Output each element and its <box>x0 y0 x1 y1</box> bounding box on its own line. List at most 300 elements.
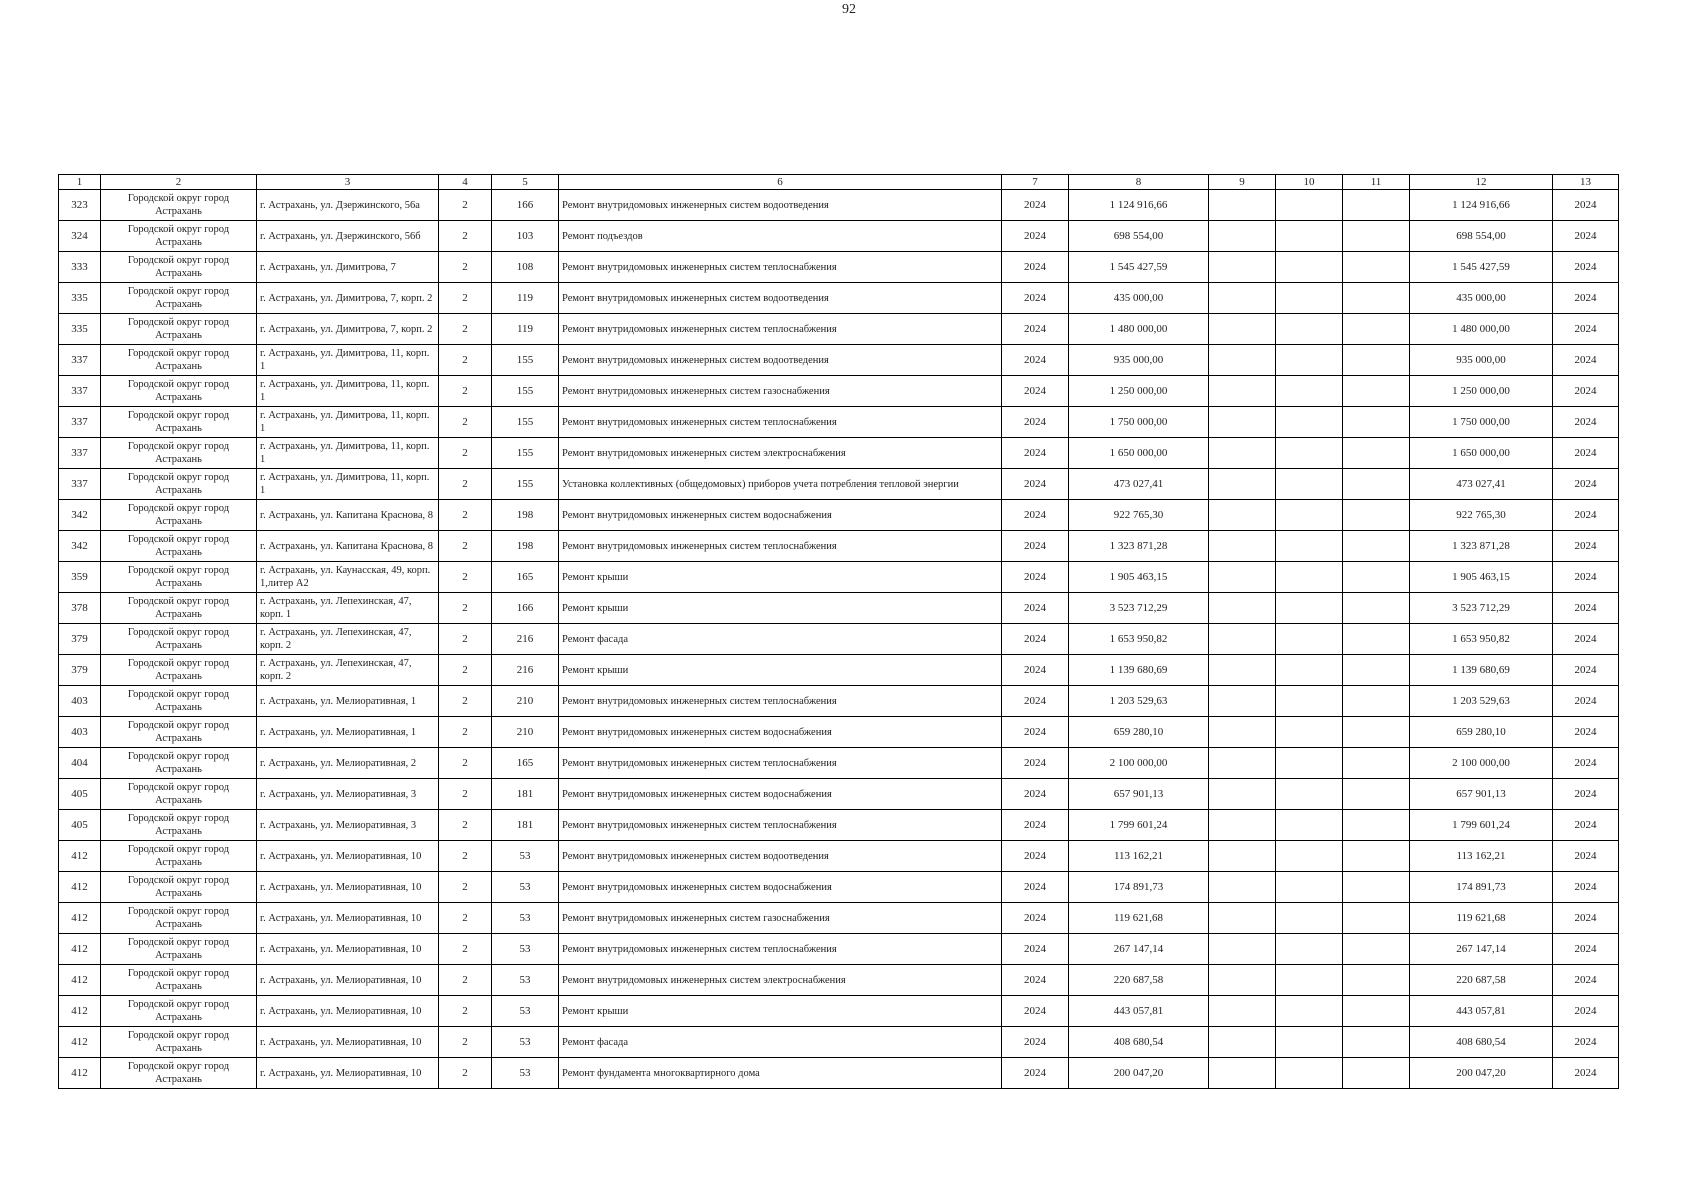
table-row <box>59 221 1619 252</box>
work-type-cell: Ремонт внутридомовых инженерных систем теплоснабжения <box>559 407 1002 438</box>
column-9-cell <box>1209 252 1276 283</box>
year-cell: 2024 <box>1002 810 1069 841</box>
completion-year-cell: 2024 <box>1553 624 1619 655</box>
address-cell: г. Астрахань, ул. Димитрова, 11, корп. 1 <box>257 345 439 376</box>
column-4-cell: 2 <box>439 655 492 686</box>
municipality-cell: Городской округ город Астрахань <box>101 407 257 438</box>
completion-year-cell: 2024 <box>1553 190 1619 221</box>
table-row <box>59 996 1619 1027</box>
cost-cell: 1 799 601,24 <box>1069 810 1209 841</box>
column-5-cell: 155 <box>492 407 559 438</box>
column-11-cell <box>1343 438 1410 469</box>
column-4-cell: 2 <box>439 438 492 469</box>
column-9-cell <box>1209 407 1276 438</box>
column-10-cell <box>1276 531 1343 562</box>
municipality-cell: Городской округ город Астрахань <box>101 655 257 686</box>
municipality-cell: Городской округ город Астрахань <box>101 934 257 965</box>
year-cell: 2024 <box>1002 283 1069 314</box>
object-number-cell: 403 <box>59 717 101 748</box>
column-5-cell: 155 <box>492 469 559 500</box>
municipality-cell: Городской округ город Астрахань <box>101 1058 257 1089</box>
work-type-cell: Ремонт крыши <box>559 562 1002 593</box>
year-cell: 2024 <box>1002 655 1069 686</box>
address-cell: г. Астрахань, ул. Мелиоративная, 10 <box>257 872 439 903</box>
table-row <box>59 934 1619 965</box>
year-cell: 2024 <box>1002 314 1069 345</box>
object-number-cell: 335 <box>59 283 101 314</box>
object-number-cell: 412 <box>59 996 101 1027</box>
column-10-cell <box>1276 407 1343 438</box>
cost-cell: 1 750 000,00 <box>1069 407 1209 438</box>
table-row <box>59 469 1619 500</box>
funding-cell: 1 124 916,66 <box>1410 190 1553 221</box>
column-11-cell <box>1343 562 1410 593</box>
work-type-cell: Ремонт внутридомовых инженерных систем теплоснабжения <box>559 934 1002 965</box>
column-9-cell <box>1209 934 1276 965</box>
address-cell: г. Астрахань, ул. Мелиоративная, 10 <box>257 841 439 872</box>
object-number-cell: 335 <box>59 314 101 345</box>
completion-year-cell: 2024 <box>1553 841 1619 872</box>
municipality-cell: Городской округ город Астрахань <box>101 779 257 810</box>
column-10-cell <box>1276 748 1343 779</box>
column-10-cell <box>1276 717 1343 748</box>
column-5-cell: 165 <box>492 562 559 593</box>
column-10-cell <box>1276 996 1343 1027</box>
address-cell: г. Астрахань, ул. Димитрова, 7, корп. 2 <box>257 283 439 314</box>
year-cell: 2024 <box>1002 624 1069 655</box>
completion-year-cell: 2024 <box>1553 593 1619 624</box>
address-cell: г. Астрахань, ул. Димитрова, 11, корп. 1 <box>257 438 439 469</box>
column-9-cell <box>1209 314 1276 345</box>
column-11-cell <box>1343 314 1410 345</box>
column-4-cell: 2 <box>439 500 492 531</box>
completion-year-cell: 2024 <box>1553 562 1619 593</box>
column-10-cell <box>1276 1058 1343 1089</box>
work-type-cell: Ремонт внутридомовых инженерных систем теплоснабжения <box>559 748 1002 779</box>
column-10-cell <box>1276 686 1343 717</box>
completion-year-cell: 2024 <box>1553 1058 1619 1089</box>
work-type-cell: Ремонт внутридомовых инженерных систем газоснабжения <box>559 376 1002 407</box>
column-4-cell: 2 <box>439 686 492 717</box>
column-9-cell <box>1209 345 1276 376</box>
funding-cell: 922 765,30 <box>1410 500 1553 531</box>
column-9-cell <box>1209 996 1276 1027</box>
column-header-2: 2 <box>101 175 257 190</box>
column-9-cell <box>1209 655 1276 686</box>
column-5-cell: 103 <box>492 221 559 252</box>
column-11-cell <box>1343 221 1410 252</box>
column-10-cell <box>1276 252 1343 283</box>
column-11-cell <box>1343 469 1410 500</box>
address-cell: г. Астрахань, ул. Мелиоративная, 1 <box>257 686 439 717</box>
work-type-cell: Ремонт внутридомовых инженерных систем газоснабжения <box>559 903 1002 934</box>
table-row <box>59 810 1619 841</box>
object-number-cell: 379 <box>59 624 101 655</box>
column-10-cell <box>1276 469 1343 500</box>
year-cell: 2024 <box>1002 562 1069 593</box>
funding-cell: 435 000,00 <box>1410 283 1553 314</box>
municipality-cell: Городской округ город Астрахань <box>101 717 257 748</box>
year-cell: 2024 <box>1002 500 1069 531</box>
cost-cell: 435 000,00 <box>1069 283 1209 314</box>
object-number-cell: 337 <box>59 469 101 500</box>
table-row <box>59 903 1619 934</box>
column-11-cell <box>1343 934 1410 965</box>
cost-cell: 443 057,81 <box>1069 996 1209 1027</box>
column-9-cell <box>1209 748 1276 779</box>
completion-year-cell: 2024 <box>1553 407 1619 438</box>
column-5-cell: 155 <box>492 438 559 469</box>
completion-year-cell: 2024 <box>1553 283 1619 314</box>
column-4-cell: 2 <box>439 748 492 779</box>
address-cell: г. Астрахань, ул. Димитрова, 11, корп. 1 <box>257 469 439 500</box>
funding-cell: 1 323 871,28 <box>1410 531 1553 562</box>
completion-year-cell: 2024 <box>1553 779 1619 810</box>
table-row <box>59 562 1619 593</box>
column-10-cell <box>1276 376 1343 407</box>
year-cell: 2024 <box>1002 748 1069 779</box>
year-cell: 2024 <box>1002 686 1069 717</box>
municipality-cell: Городской округ город Астрахань <box>101 438 257 469</box>
work-type-cell: Ремонт внутридомовых инженерных систем водоотведения <box>559 345 1002 376</box>
column-5-cell: 181 <box>492 779 559 810</box>
municipality-cell: Городской округ город Астрахань <box>101 252 257 283</box>
cost-cell: 1 323 871,28 <box>1069 531 1209 562</box>
column-11-cell <box>1343 500 1410 531</box>
column-10-cell <box>1276 562 1343 593</box>
column-4-cell: 2 <box>439 376 492 407</box>
capital-repair-table <box>58 174 1619 1089</box>
completion-year-cell: 2024 <box>1553 531 1619 562</box>
municipality-cell: Городской округ город Астрахань <box>101 872 257 903</box>
column-9-cell <box>1209 376 1276 407</box>
object-number-cell: 412 <box>59 1027 101 1058</box>
object-number-cell: 359 <box>59 562 101 593</box>
municipality-cell: Городской округ город Астрахань <box>101 810 257 841</box>
cost-cell: 1 480 000,00 <box>1069 314 1209 345</box>
municipality-cell: Городской округ город Астрахань <box>101 221 257 252</box>
object-number-cell: 342 <box>59 500 101 531</box>
year-cell: 2024 <box>1002 717 1069 748</box>
funding-cell: 657 901,13 <box>1410 779 1553 810</box>
table-row <box>59 593 1619 624</box>
funding-cell: 1 139 680,69 <box>1410 655 1553 686</box>
completion-year-cell: 2024 <box>1553 345 1619 376</box>
column-5-cell: 165 <box>492 748 559 779</box>
column-10-cell <box>1276 438 1343 469</box>
table-row <box>59 779 1619 810</box>
completion-year-cell: 2024 <box>1553 376 1619 407</box>
column-header-3: 3 <box>257 175 439 190</box>
column-10-cell <box>1276 810 1343 841</box>
address-cell: г. Астрахань, ул. Мелиоративная, 10 <box>257 965 439 996</box>
column-9-cell <box>1209 779 1276 810</box>
column-5-cell: 198 <box>492 531 559 562</box>
completion-year-cell: 2024 <box>1553 438 1619 469</box>
address-cell: г. Астрахань, ул. Мелиоративная, 10 <box>257 903 439 934</box>
year-cell: 2024 <box>1002 872 1069 903</box>
column-10-cell <box>1276 190 1343 221</box>
column-4-cell: 2 <box>439 531 492 562</box>
column-11-cell <box>1343 717 1410 748</box>
cost-cell: 1 545 427,59 <box>1069 252 1209 283</box>
funding-cell: 2 100 000,00 <box>1410 748 1553 779</box>
cost-cell: 935 000,00 <box>1069 345 1209 376</box>
column-9-cell <box>1209 438 1276 469</box>
year-cell: 2024 <box>1002 469 1069 500</box>
work-type-cell: Ремонт внутридомовых инженерных систем теплоснабжения <box>559 810 1002 841</box>
column-header-13: 13 <box>1553 175 1619 190</box>
column-header-1: 1 <box>59 175 101 190</box>
municipality-cell: Городской округ город Астрахань <box>101 531 257 562</box>
column-9-cell <box>1209 1058 1276 1089</box>
column-9-cell <box>1209 717 1276 748</box>
work-type-cell: Ремонт внутридомовых инженерных систем водоотведения <box>559 283 1002 314</box>
object-number-cell: 337 <box>59 407 101 438</box>
year-cell: 2024 <box>1002 407 1069 438</box>
column-4-cell: 2 <box>439 283 492 314</box>
municipality-cell: Городской округ город Астрахань <box>101 283 257 314</box>
completion-year-cell: 2024 <box>1553 500 1619 531</box>
municipality-cell: Городской округ город Астрахань <box>101 903 257 934</box>
column-4-cell: 2 <box>439 190 492 221</box>
funding-cell: 408 680,54 <box>1410 1027 1553 1058</box>
column-10-cell <box>1276 779 1343 810</box>
completion-year-cell: 2024 <box>1553 686 1619 717</box>
work-type-cell: Ремонт внутридомовых инженерных систем электроснабжения <box>559 965 1002 996</box>
address-cell: г. Астрахань, ул. Мелиоративная, 10 <box>257 1058 439 1089</box>
column-11-cell <box>1343 252 1410 283</box>
table-row <box>59 965 1619 996</box>
completion-year-cell: 2024 <box>1553 996 1619 1027</box>
column-5-cell: 53 <box>492 1058 559 1089</box>
column-4-cell: 2 <box>439 252 492 283</box>
column-header-6: 6 <box>559 175 1002 190</box>
funding-cell: 1 653 950,82 <box>1410 624 1553 655</box>
column-10-cell <box>1276 1027 1343 1058</box>
municipality-cell: Городской округ город Астрахань <box>101 500 257 531</box>
column-9-cell <box>1209 283 1276 314</box>
page-number: 92 <box>842 2 856 17</box>
address-cell: г. Астрахань, ул. Димитрова, 11, корп. 1 <box>257 407 439 438</box>
cost-cell: 1 653 950,82 <box>1069 624 1209 655</box>
column-11-cell <box>1343 593 1410 624</box>
column-4-cell: 2 <box>439 934 492 965</box>
year-cell: 2024 <box>1002 841 1069 872</box>
funding-cell: 935 000,00 <box>1410 345 1553 376</box>
funding-cell: 1 203 529,63 <box>1410 686 1553 717</box>
column-11-cell <box>1343 531 1410 562</box>
cost-cell: 1 124 916,66 <box>1069 190 1209 221</box>
table-row <box>59 500 1619 531</box>
municipality-cell: Городской округ город Астрахань <box>101 996 257 1027</box>
column-header-7: 7 <box>1002 175 1069 190</box>
object-number-cell: 404 <box>59 748 101 779</box>
column-10-cell <box>1276 345 1343 376</box>
column-4-cell: 2 <box>439 903 492 934</box>
year-cell: 2024 <box>1002 779 1069 810</box>
object-number-cell: 412 <box>59 1058 101 1089</box>
cost-cell: 657 901,13 <box>1069 779 1209 810</box>
funding-cell: 659 280,10 <box>1410 717 1553 748</box>
column-5-cell: 210 <box>492 686 559 717</box>
municipality-cell: Городской округ город Астрахань <box>101 1027 257 1058</box>
cost-cell: 698 554,00 <box>1069 221 1209 252</box>
column-5-cell: 166 <box>492 593 559 624</box>
table-row <box>59 407 1619 438</box>
cost-cell: 113 162,21 <box>1069 841 1209 872</box>
work-type-cell: Ремонт внутридомовых инженерных систем теплоснабжения <box>559 531 1002 562</box>
work-type-cell: Ремонт фасада <box>559 624 1002 655</box>
year-cell: 2024 <box>1002 965 1069 996</box>
column-4-cell: 2 <box>439 345 492 376</box>
completion-year-cell: 2024 <box>1553 221 1619 252</box>
work-type-cell: Ремонт подъездов <box>559 221 1002 252</box>
cost-cell: 659 280,10 <box>1069 717 1209 748</box>
column-4-cell: 2 <box>439 593 492 624</box>
column-11-cell <box>1343 903 1410 934</box>
column-11-cell <box>1343 748 1410 779</box>
municipality-cell: Городской округ город Астрахань <box>101 841 257 872</box>
column-4-cell: 2 <box>439 965 492 996</box>
municipality-cell: Городской округ город Астрахань <box>101 686 257 717</box>
work-type-cell: Ремонт внутридомовых инженерных систем электроснабжения <box>559 438 1002 469</box>
table-row <box>59 655 1619 686</box>
year-cell: 2024 <box>1002 934 1069 965</box>
municipality-cell: Городской округ город Астрахань <box>101 748 257 779</box>
table-row <box>59 314 1619 345</box>
table-row <box>59 686 1619 717</box>
address-cell: г. Астрахань, ул. Лепехинская, 47, корп. 2 <box>257 624 439 655</box>
funding-cell: 1 750 000,00 <box>1410 407 1553 438</box>
completion-year-cell: 2024 <box>1553 1027 1619 1058</box>
cost-cell: 1 905 463,15 <box>1069 562 1209 593</box>
completion-year-cell: 2024 <box>1553 314 1619 345</box>
table-row <box>59 624 1619 655</box>
year-cell: 2024 <box>1002 593 1069 624</box>
column-11-cell <box>1343 624 1410 655</box>
address-cell: г. Астрахань, ул. Димитрова, 11, корп. 1 <box>257 376 439 407</box>
table-row <box>59 1027 1619 1058</box>
column-5-cell: 53 <box>492 872 559 903</box>
column-4-cell: 2 <box>439 717 492 748</box>
column-5-cell: 53 <box>492 934 559 965</box>
column-10-cell <box>1276 221 1343 252</box>
address-cell: г. Астрахань, ул. Мелиоративная, 3 <box>257 779 439 810</box>
completion-year-cell: 2024 <box>1553 748 1619 779</box>
funding-cell: 1 905 463,15 <box>1410 562 1553 593</box>
column-9-cell <box>1209 221 1276 252</box>
municipality-cell: Городской округ город Астрахань <box>101 624 257 655</box>
column-10-cell <box>1276 655 1343 686</box>
address-cell: г. Астрахань, ул. Капитана Краснова, 8 <box>257 500 439 531</box>
column-11-cell <box>1343 810 1410 841</box>
funding-cell: 1 650 000,00 <box>1410 438 1553 469</box>
municipality-cell: Городской округ город Астрахань <box>101 190 257 221</box>
column-11-cell <box>1343 407 1410 438</box>
column-9-cell <box>1209 872 1276 903</box>
work-type-cell: Ремонт внутридомовых инженерных систем теплоснабжения <box>559 314 1002 345</box>
cost-cell: 922 765,30 <box>1069 500 1209 531</box>
object-number-cell: 412 <box>59 965 101 996</box>
address-cell: г. Астрахань, ул. Мелиоративная, 2 <box>257 748 439 779</box>
cost-cell: 174 891,73 <box>1069 872 1209 903</box>
object-number-cell: 405 <box>59 810 101 841</box>
cost-cell: 220 687,58 <box>1069 965 1209 996</box>
year-cell: 2024 <box>1002 252 1069 283</box>
table-row <box>59 841 1619 872</box>
funding-cell: 443 057,81 <box>1410 996 1553 1027</box>
address-cell: г. Астрахань, ул. Лепехинская, 47, корп. 1 <box>257 593 439 624</box>
column-11-cell <box>1343 655 1410 686</box>
column-9-cell <box>1209 841 1276 872</box>
column-11-cell <box>1343 841 1410 872</box>
column-9-cell <box>1209 190 1276 221</box>
column-9-cell <box>1209 562 1276 593</box>
table-row <box>59 252 1619 283</box>
funding-cell: 1 799 601,24 <box>1410 810 1553 841</box>
column-11-cell <box>1343 996 1410 1027</box>
column-4-cell: 2 <box>439 407 492 438</box>
municipality-cell: Городской округ город Астрахань <box>101 345 257 376</box>
work-type-cell: Ремонт внутридомовых инженерных систем водоотведения <box>559 841 1002 872</box>
column-5-cell: 119 <box>492 283 559 314</box>
table-row <box>59 748 1619 779</box>
object-number-cell: 337 <box>59 438 101 469</box>
column-5-cell: 53 <box>492 996 559 1027</box>
municipality-cell: Городской округ город Астрахань <box>101 469 257 500</box>
year-cell: 2024 <box>1002 1058 1069 1089</box>
column-5-cell: 108 <box>492 252 559 283</box>
column-5-cell: 216 <box>492 655 559 686</box>
work-type-cell: Ремонт крыши <box>559 655 1002 686</box>
column-9-cell <box>1209 686 1276 717</box>
column-10-cell <box>1276 903 1343 934</box>
table-row <box>59 283 1619 314</box>
address-cell: г. Астрахань, ул. Мелиоративная, 1 <box>257 717 439 748</box>
object-number-cell: 324 <box>59 221 101 252</box>
column-5-cell: 53 <box>492 841 559 872</box>
cost-cell: 473 027,41 <box>1069 469 1209 500</box>
work-type-cell: Ремонт крыши <box>559 593 1002 624</box>
object-number-cell: 412 <box>59 903 101 934</box>
year-cell: 2024 <box>1002 903 1069 934</box>
table-body <box>59 190 1619 1089</box>
funding-cell: 267 147,14 <box>1410 934 1553 965</box>
column-header-12: 12 <box>1410 175 1553 190</box>
column-11-cell <box>1343 872 1410 903</box>
column-5-cell: 166 <box>492 190 559 221</box>
work-type-cell: Установка коллективных (общедомовых) приборов учета потребления тепловой энергии <box>559 469 1002 500</box>
column-4-cell: 2 <box>439 221 492 252</box>
column-10-cell <box>1276 283 1343 314</box>
cost-cell: 267 147,14 <box>1069 934 1209 965</box>
column-4-cell: 2 <box>439 314 492 345</box>
column-9-cell <box>1209 1027 1276 1058</box>
column-11-cell <box>1343 1027 1410 1058</box>
cost-cell: 1 650 000,00 <box>1069 438 1209 469</box>
funding-cell: 174 891,73 <box>1410 872 1553 903</box>
cost-cell: 3 523 712,29 <box>1069 593 1209 624</box>
column-10-cell <box>1276 872 1343 903</box>
object-number-cell: 405 <box>59 779 101 810</box>
address-cell: г. Астрахань, ул. Мелиоративная, 10 <box>257 996 439 1027</box>
column-header-5: 5 <box>492 175 559 190</box>
column-5-cell: 119 <box>492 314 559 345</box>
column-9-cell <box>1209 500 1276 531</box>
table-row <box>59 531 1619 562</box>
completion-year-cell: 2024 <box>1553 872 1619 903</box>
